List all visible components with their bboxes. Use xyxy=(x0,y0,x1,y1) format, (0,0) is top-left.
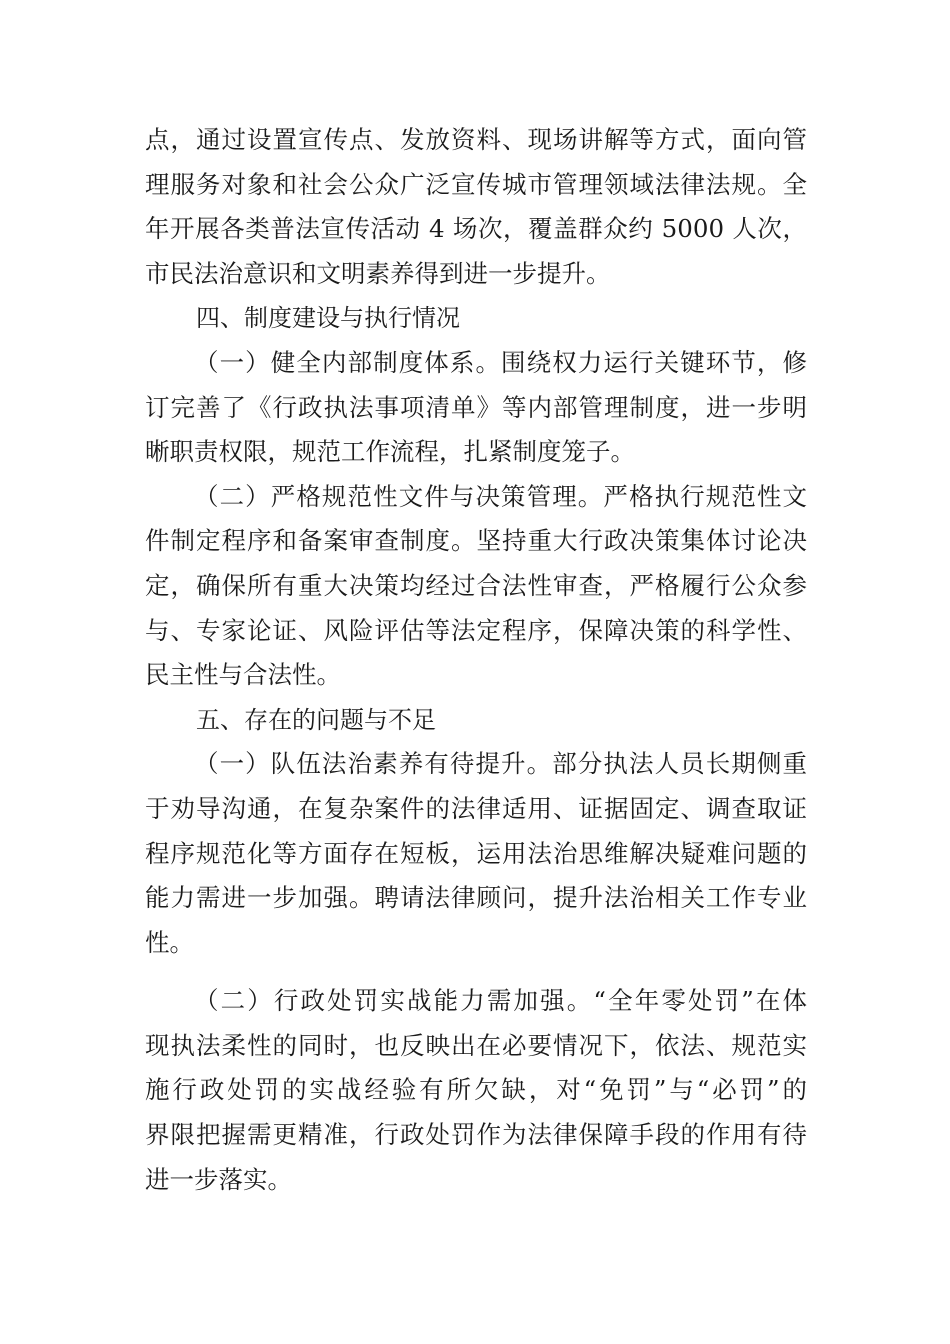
body-text-line: 与、专家论证、风险评估等法定程序，保障决策的科学性、 xyxy=(145,615,807,645)
body-text-line: 年开展各类普法宣传活动 4 场次，覆盖群众约 5000 人次， xyxy=(145,214,807,244)
body-text-line: 程序规范化等方面存在短板，运用法治思维解决疑难问题的 xyxy=(145,838,807,868)
body-text-line: （二）行政处罚实战能力需加强。“全年零处罚”在体 xyxy=(194,986,807,1016)
body-text-line: （一）健全内部制度体系。围绕权力运行关键环节，修 xyxy=(194,347,807,377)
document-page xyxy=(145,118,807,1202)
body-text-line: 点，通过设置宣传点、发放资料、现场讲解等方式，面向管 xyxy=(145,125,807,154)
section-heading-4: 四、制度建设与执行情况 xyxy=(196,304,460,333)
body-text-line: （一）队伍法治素养有待提升。部分执法人员长期侧重 xyxy=(194,749,807,779)
body-text-line: 性。 xyxy=(145,927,194,957)
body-text-line: 能力需进一步加强。聘请法律顾问，提升法治相关工作专业 xyxy=(145,883,807,913)
body-text-line: 界限把握需更精准，行政处罚作为法律保障手段的作用有待 xyxy=(145,1120,807,1150)
body-text-line: 民主性与合法性。 xyxy=(145,660,341,690)
body-text-line: 进一步落实。 xyxy=(145,1164,292,1194)
body-text-line: 件制定程序和备案审查制度。坚持重大行政决策集体讨论决 xyxy=(145,526,807,556)
body-text-line: 施行政处罚的实战经验有所欠缺，对“免罚”与“必罚”的 xyxy=(145,1075,807,1105)
body-text-line: 定，确保所有重大决策均经过合法性审查，严格履行公众参 xyxy=(145,570,807,600)
body-text-line: 于劝导沟通，在复杂案件的法律适用、证据固定、调查取证 xyxy=(145,793,807,823)
body-text-line: 订完善了《行政执法事项清单》等内部管理制度，进一步明 xyxy=(145,392,807,422)
body-text-line: 理服务对象和社会公众广泛宣传城市管理领域法律法规。全 xyxy=(145,169,807,199)
body-text-line: 晰职责权限，规范工作流程，扎紧制度笼子。 xyxy=(145,437,635,467)
body-text-line: 现执法柔性的同时，也反映出在必要情况下，依法、规范实 xyxy=(145,1030,807,1060)
section-heading-5: 五、存在的问题与不足 xyxy=(196,705,436,734)
paragraph-gap xyxy=(145,965,807,979)
body-text-line: （二）严格规范性文件与决策管理。严格执行规范性文 xyxy=(194,481,807,511)
body-text-line: 市民法治意识和文明素养得到进一步提升。 xyxy=(145,258,611,288)
